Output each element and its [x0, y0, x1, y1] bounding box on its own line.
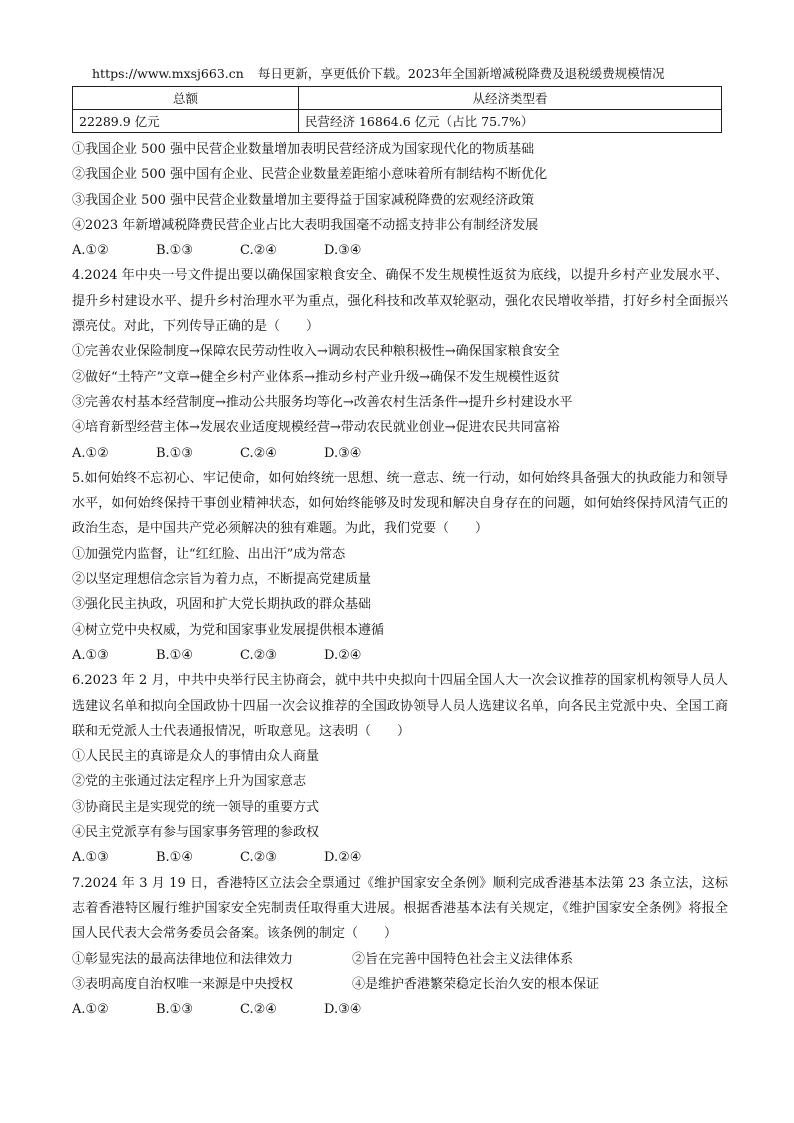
question-5	[72, 466, 728, 668]
option-2: ②旨在完善中国特色社会主义法律体系	[352, 951, 574, 967]
option-1: ①完善农业保险制度→保障农民劳动性收入→调动农民种粮积极性→确保国家粮食安全	[72, 344, 560, 360]
table-cell-total: 22289.9 亿元	[73, 110, 299, 133]
choice-a[interactable]: A.①③	[72, 850, 109, 866]
answer-choices	[72, 643, 728, 668]
question-body	[72, 137, 728, 1022]
question-stem: 5.如何始终不忘初心、牢记使命，如何始终统一思想、统一意志、统一行动，如何始终具备强大的执政能力和领导水平，如何始终保持干事创业精神状态，如何始终能够及时发现和解决自身存在的问题，如何始终保持风清气正的政治生态，是中国共产党必须解决的独有难题。为此，我们党要（ ）	[72, 470, 728, 537]
answer-choices	[72, 997, 728, 1022]
option-3: ③完善农村基本经营制度→推动公共服务均等化→改善农村生活条件→提升乡村建设水平	[72, 394, 573, 410]
option-row-1	[72, 947, 728, 972]
choice-c[interactable]: C.②④	[240, 1002, 277, 1018]
choice-c[interactable]: C.②③	[240, 647, 277, 663]
option-2: ②以坚定理想信念宗旨为着力点，不断提高党建质量	[72, 572, 372, 588]
option-4: ④树立党中央权威，为党和国家事业发展提供根本遵循	[72, 622, 385, 638]
choice-a[interactable]: A.①②	[72, 1002, 109, 1018]
option-2: ②党的主张通过法定程序上升为国家意志	[72, 774, 307, 790]
option-4: ④民主党派享有参与国家事务管理的参政权	[72, 825, 320, 841]
answer-choices	[72, 845, 728, 870]
option-3: ③表明高度自治权唯一来源是中央授权	[72, 976, 294, 992]
choice-c[interactable]: C.②④	[240, 445, 277, 461]
choice-b[interactable]: B.①③	[156, 243, 193, 259]
option-2: ②我国企业 500 强中国有企业、民营企业数量差距缩小意味着所有制结构不断优化	[72, 167, 548, 183]
choice-d[interactable]: D.③④	[324, 1002, 362, 1018]
page-header	[92, 64, 665, 82]
table-row	[73, 110, 722, 133]
option-2: ②做好“土特产”文章→健全乡村产业体系→推动乡村产业升级→确保不发生规模性返贫	[72, 369, 560, 385]
question-3-options	[72, 137, 728, 263]
option-3: ③我国企业 500 强中民营企业数量增加主要得益于国家减税降费的宏观经济政策	[72, 192, 535, 208]
option-4: ④是维护香港繁荣稳定长治久安的根本保证	[352, 976, 600, 992]
header-url[interactable]: https://www.mxsj663.cn	[92, 66, 244, 81]
choice-b[interactable]: B.①④	[156, 647, 193, 663]
question-6	[72, 668, 728, 870]
choice-b[interactable]: B.①④	[156, 850, 193, 866]
option-1: ①彰显宪法的最高法律地位和法律效力	[72, 951, 294, 967]
header-text: 每日更新，享更低价下载。2023年全国新增减税降费及退税缓费规模情况	[257, 66, 665, 81]
choice-b[interactable]: B.①③	[156, 445, 193, 461]
table-header-type: 从经济类型看	[299, 87, 722, 110]
question-stem: 4.2024 年中央一号文件提出要以确保国家粮食安全、确保不发生规模性返贫为底线，以提升乡村产业发展水平、提升乡村建设水平、提升乡村治理水平为重点，强化科技和改革双轮驱动，强化农民增收举措，打好乡村全面振兴漂亮仗。对此，下列传导正确的是（ ）	[72, 268, 728, 335]
choice-d[interactable]: D.③④	[324, 445, 362, 461]
choice-d[interactable]: D.②④	[324, 647, 362, 663]
table-cell-private: 民营经济 16864.6 亿元（占比 75.7%）	[299, 110, 722, 133]
choice-a[interactable]: A.①③	[72, 647, 109, 663]
table-header-total: 总额	[73, 87, 299, 110]
option-3: ③协商民主是实现党的统一领导的重要方式	[72, 799, 320, 815]
option-1: ①人民民主的真谛是众人的事情由众人商量	[72, 749, 320, 765]
answer-choices	[72, 238, 728, 263]
choice-a[interactable]: A.①②	[72, 445, 109, 461]
choice-d[interactable]: D.③④	[324, 243, 362, 259]
choice-d[interactable]: D.②④	[324, 850, 362, 866]
choice-c[interactable]: C.②③	[240, 850, 277, 866]
tax-reduction-table	[72, 86, 722, 133]
choice-a[interactable]: A.①②	[72, 243, 109, 259]
option-1: ①加强党内监督，让“红红脸、出出汗”成为常态	[72, 546, 346, 562]
choice-c[interactable]: C.②④	[240, 243, 277, 259]
option-row-2	[72, 972, 728, 997]
question-4	[72, 263, 728, 465]
option-4: ④2023 年新增减税降费民营企业占比大表明我国毫不动摇支持非公有制经济发展	[72, 217, 539, 233]
option-1: ①我国企业 500 强中民营企业数量增加表明民营经济成为国家现代化的物质基础	[72, 142, 535, 157]
table-header-row	[73, 87, 722, 110]
question-stem: 7.2024 年 3 月 19 日，香港特区立法会全票通过《维护国家安全条例》顺利完成香港基本法第 23 条立法，这标志着香港特区履行维护国家安全宪制责任取得重大进展。根据香港基本法有关规定，《维护国家安全条例》将报全国人民代表大会常务委员会备案。该条例的制定（ ）	[72, 875, 728, 942]
option-3: ③强化民主执政，巩固和扩大党长期执政的群众基础	[72, 597, 372, 613]
answer-choices	[72, 441, 728, 466]
question-stem: 6.2023 年 2 月，中共中央举行民主协商会，就中共中央拟向十四届全国人大一次会议推荐的国家机构领导人员人选建议名单和拟向全国政协十四届一次会议推荐的全国政协领导人员人选建议名单，向各民主党派中央、全国工商联和无党派人士代表通报情况，听取意见。这表明（ ）	[72, 673, 728, 739]
question-7	[72, 871, 728, 1023]
option-4: ④培育新型经营主体→发展农业适度规模经营→带动农民就业创业→促进农民共同富裕	[72, 420, 560, 436]
choice-b[interactable]: B.①③	[156, 1002, 193, 1018]
